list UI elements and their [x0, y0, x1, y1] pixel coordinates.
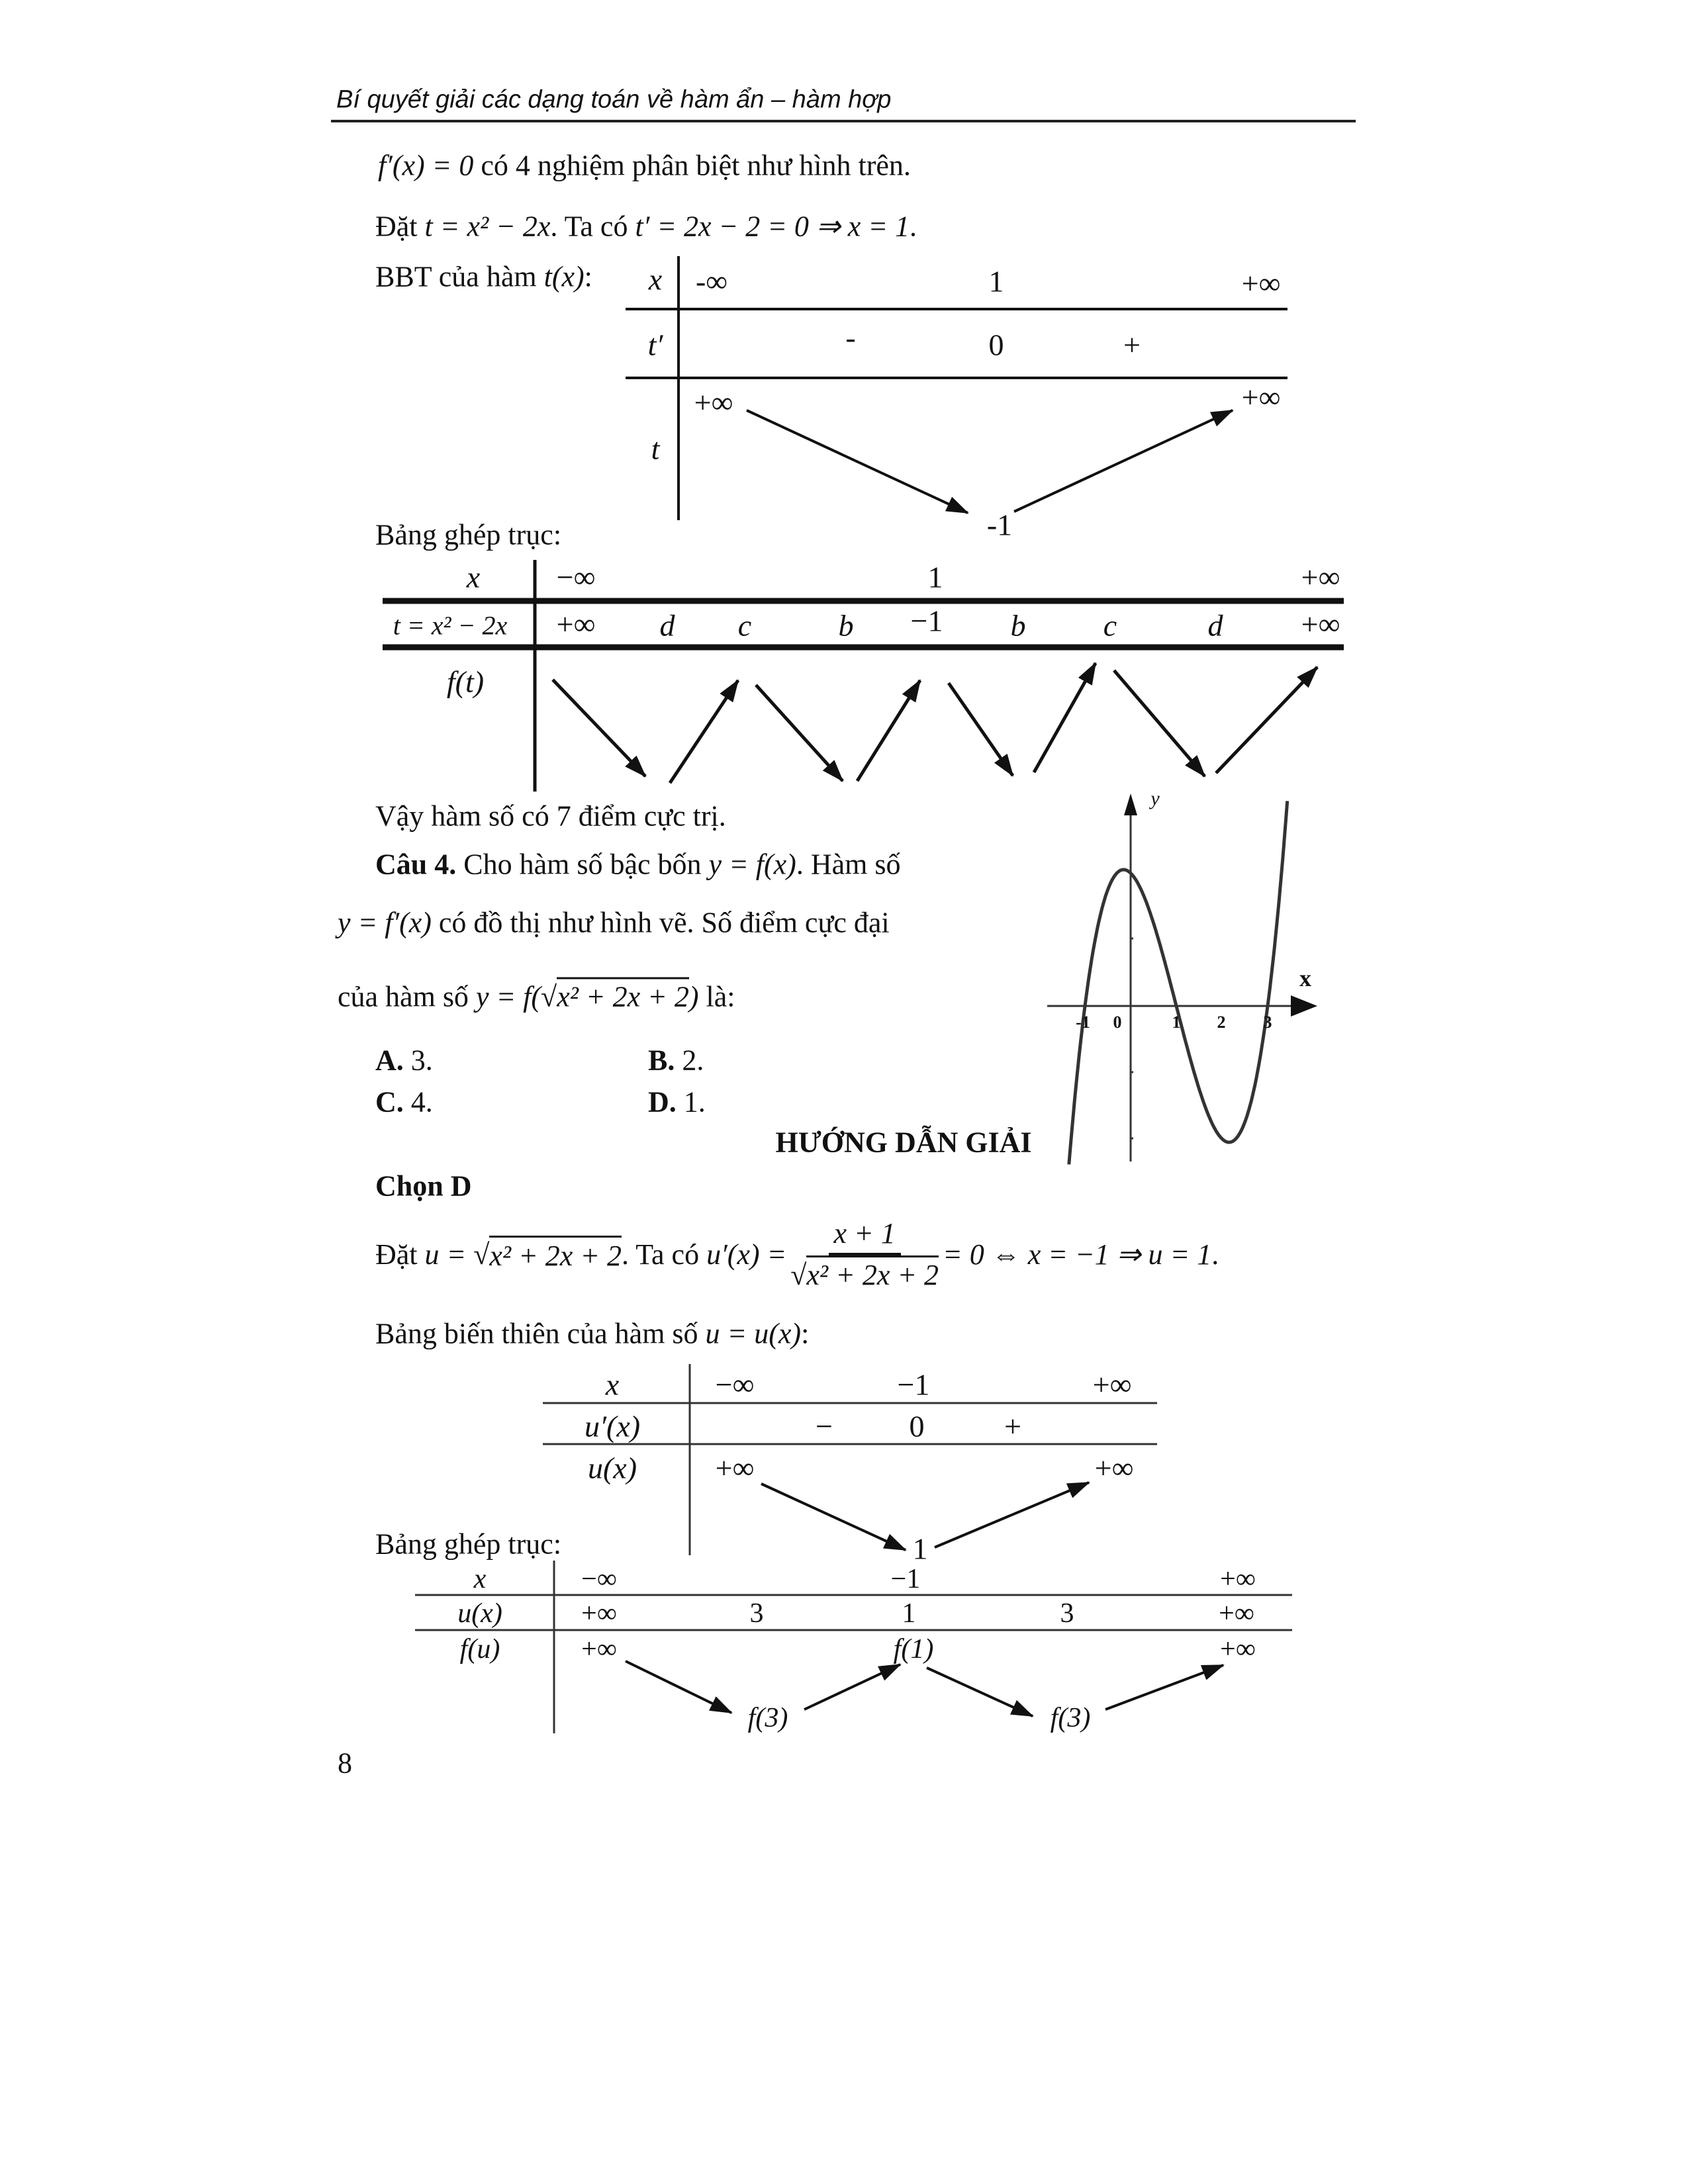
cell: - [845, 320, 856, 355]
row-head-x: x [473, 1564, 487, 1594]
ghep2-label: Bảng ghép trục: [375, 1527, 562, 1561]
cell: -∞ [695, 264, 728, 298]
cell: +∞ [1220, 1564, 1256, 1594]
answer-option-c[interactable] [375, 1085, 433, 1119]
ghep1-label: Bảng ghép trục: [375, 518, 562, 551]
cell: 3 [1060, 1598, 1074, 1629]
cell: d [659, 608, 675, 643]
cell: b [1010, 608, 1026, 643]
math-expression: ) [688, 980, 699, 1013]
text: có đồ thị như hình vẽ. Số điểm cực đại [431, 906, 890, 939]
row-head-dt: t′ [647, 328, 663, 362]
running-header: Bí quyết giải các dạng toán về hàm ẩn – hàm hợp [336, 85, 892, 114]
arrow-up [857, 680, 920, 781]
cell: +∞ [1301, 560, 1340, 594]
text: của hàm số [338, 980, 476, 1013]
cell: +∞ [1094, 1451, 1134, 1485]
text: Đặt [375, 1238, 418, 1271]
answer-option-d[interactable] [648, 1085, 706, 1119]
arrow-up [1014, 410, 1233, 512]
x-axis-label: x [1299, 965, 1311, 991]
cell: +∞ [1301, 607, 1340, 641]
cell: +∞ [1241, 380, 1281, 414]
cell: +∞ [1241, 266, 1281, 300]
cell: −∞ [715, 1367, 755, 1402]
cell: +∞ [694, 385, 733, 420]
cell: +∞ [581, 1598, 617, 1629]
ghep2-grid [415, 1561, 1292, 1733]
math-expression: = 0 ⇔ x = −1 ⇒ u = 1 [943, 1238, 1212, 1271]
answer-key: A. [375, 1044, 404, 1077]
solution-heading: HƯỚNG DẪN GIẢI [775, 1126, 1032, 1159]
cell: + [1004, 1409, 1021, 1443]
cell: c [1103, 608, 1117, 643]
cell: 1 [927, 560, 943, 594]
cell: +∞ [581, 1634, 617, 1664]
tick-label: 2 [1217, 1013, 1226, 1032]
cell: +∞ [715, 1451, 755, 1485]
question-number: Câu 4. [375, 848, 457, 881]
text: có 4 nghiệm phân biệt như hình trên. [473, 149, 911, 182]
denominator: x² + 2x + 2 [806, 1255, 939, 1291]
cell: f(3) [1050, 1703, 1091, 1733]
cell: −∞ [556, 560, 596, 594]
answer-text: 2. [675, 1044, 704, 1077]
answer-key: B. [648, 1044, 675, 1077]
paragraph-substitution [375, 210, 917, 244]
cell: b [838, 608, 854, 643]
tick-label: 1 [1172, 1013, 1181, 1032]
cell: +∞ [1220, 1634, 1256, 1664]
text: . Ta có [550, 210, 635, 243]
row-head-f: f(t) [446, 664, 485, 699]
page-number: 8 [338, 1747, 352, 1780]
fraction [790, 1216, 939, 1292]
tick-label: -1 [1076, 1013, 1090, 1032]
arrow-down [553, 680, 645, 776]
math-expression: u = u(x) [705, 1317, 802, 1350]
answer-text: 3. [403, 1044, 433, 1077]
cell: f(3) [747, 1703, 788, 1733]
cell: − [816, 1409, 833, 1443]
row-head-x: x [605, 1367, 620, 1402]
cell: f(1) [893, 1634, 934, 1664]
cell: c [737, 608, 752, 643]
math-radicand: x² + 2x + 2 [557, 978, 689, 1013]
arrow-up [804, 1664, 900, 1709]
text: . [910, 210, 917, 243]
math-radicand: x² + 2x + 2 [489, 1236, 622, 1273]
ghep1-arrows [553, 663, 1317, 783]
arrow-down [761, 1484, 906, 1550]
paragraph-roots [378, 149, 911, 183]
answer-text: 4. [403, 1085, 433, 1118]
cell: +∞ [1092, 1367, 1132, 1402]
conclusion-text: Vậy hàm số có 7 điểm cực trị. [375, 799, 726, 833]
cell: 1 [912, 1531, 928, 1566]
tick-label: 3 [1263, 1013, 1272, 1032]
math-expression: t(x) [543, 260, 585, 293]
text: . [1211, 1238, 1219, 1271]
cell: +∞ [1219, 1598, 1254, 1629]
cell: 3 [749, 1598, 764, 1629]
arrow-down [756, 685, 843, 781]
answer-option-b[interactable] [648, 1044, 704, 1077]
text: . Ta có [622, 1238, 700, 1271]
arrow-up [1034, 663, 1096, 772]
arrow-up [670, 680, 738, 783]
answer-text: 1. [676, 1085, 706, 1118]
question-line-1 [375, 848, 900, 882]
row-head-x: x [648, 262, 663, 296]
x-axis-arrow-icon [1291, 995, 1317, 1017]
math-expression: t′ = 2x − 2 = 0 ⇒ x = 1 [635, 210, 910, 243]
cell: −1 [890, 1564, 921, 1594]
row-head-t: t = x² − 2x [393, 610, 508, 641]
cell: −∞ [581, 1564, 617, 1594]
arrow-up [1105, 1665, 1223, 1709]
ghep1-grid [383, 560, 1344, 792]
answer-key: C. [375, 1085, 404, 1118]
tick-label: 0 [1113, 1013, 1122, 1032]
math-expression: y = f( [475, 980, 541, 1013]
math-expression: f′(x) = 0 [378, 149, 474, 182]
question-line-3: của hàm số y = f(√x² + 2x + 2) là: [338, 980, 735, 1014]
row-head-du: u′(x) [584, 1409, 641, 1443]
cell: 0 [909, 1409, 925, 1443]
text: BBT của hàm [375, 260, 544, 293]
text: : [584, 260, 592, 293]
y-axis-arrow-icon [1124, 794, 1137, 815]
text: Bảng biến thiên của hàm số [375, 1317, 706, 1350]
math-expression: u = √ [424, 1238, 490, 1271]
cell: +∞ [556, 607, 596, 641]
answer-key: D. [648, 1085, 677, 1118]
question-line-2 [338, 906, 890, 940]
arrow-up [1216, 667, 1317, 773]
chosen-answer: Chọn D [375, 1169, 472, 1203]
arrow-down [927, 1668, 1033, 1716]
row-head-t: t [651, 432, 660, 466]
math-expression: y = f′(x) [338, 906, 432, 939]
row-head-u: u(x) [457, 1598, 502, 1629]
cell: 0 [988, 328, 1004, 362]
text: là: [698, 980, 735, 1013]
numerator: x + 1 [829, 1216, 901, 1255]
root-sign: √ [790, 1259, 807, 1291]
text: Cho hàm số bậc bốn [456, 848, 709, 881]
arrow-down [626, 1661, 731, 1713]
cell: −1 [910, 604, 943, 638]
text: . Hàm số [796, 848, 901, 881]
arrow-down [1114, 670, 1205, 776]
cell: + [1123, 328, 1141, 362]
answer-option-a[interactable] [375, 1044, 433, 1077]
ghep2-arrows [626, 1661, 1223, 1716]
solution-derivative-line [375, 1216, 1219, 1292]
arrow-down [949, 683, 1013, 776]
row-head-u: u(x) [587, 1451, 637, 1485]
cell: 1 [902, 1598, 916, 1629]
cell: -1 [986, 508, 1013, 542]
bbt-u-label [375, 1317, 809, 1351]
row-head-x: x [466, 560, 481, 594]
row-head-f: f(u) [459, 1634, 500, 1664]
arrow-up [935, 1482, 1089, 1547]
y-axis-label: y [1150, 788, 1160, 809]
arrow-down [747, 410, 968, 513]
cell: 1 [988, 264, 1004, 298]
cell: d [1207, 608, 1223, 643]
cell: −1 [897, 1367, 930, 1402]
text: : [801, 1317, 810, 1350]
bbt-t-label [375, 260, 592, 294]
math-expression: u′(x) = [706, 1238, 787, 1271]
text: Đặt [375, 210, 425, 243]
math-expression: y = f(x) [708, 848, 796, 881]
math-expression: t = x² − 2x [424, 210, 551, 243]
derivative-curve [1069, 801, 1288, 1164]
